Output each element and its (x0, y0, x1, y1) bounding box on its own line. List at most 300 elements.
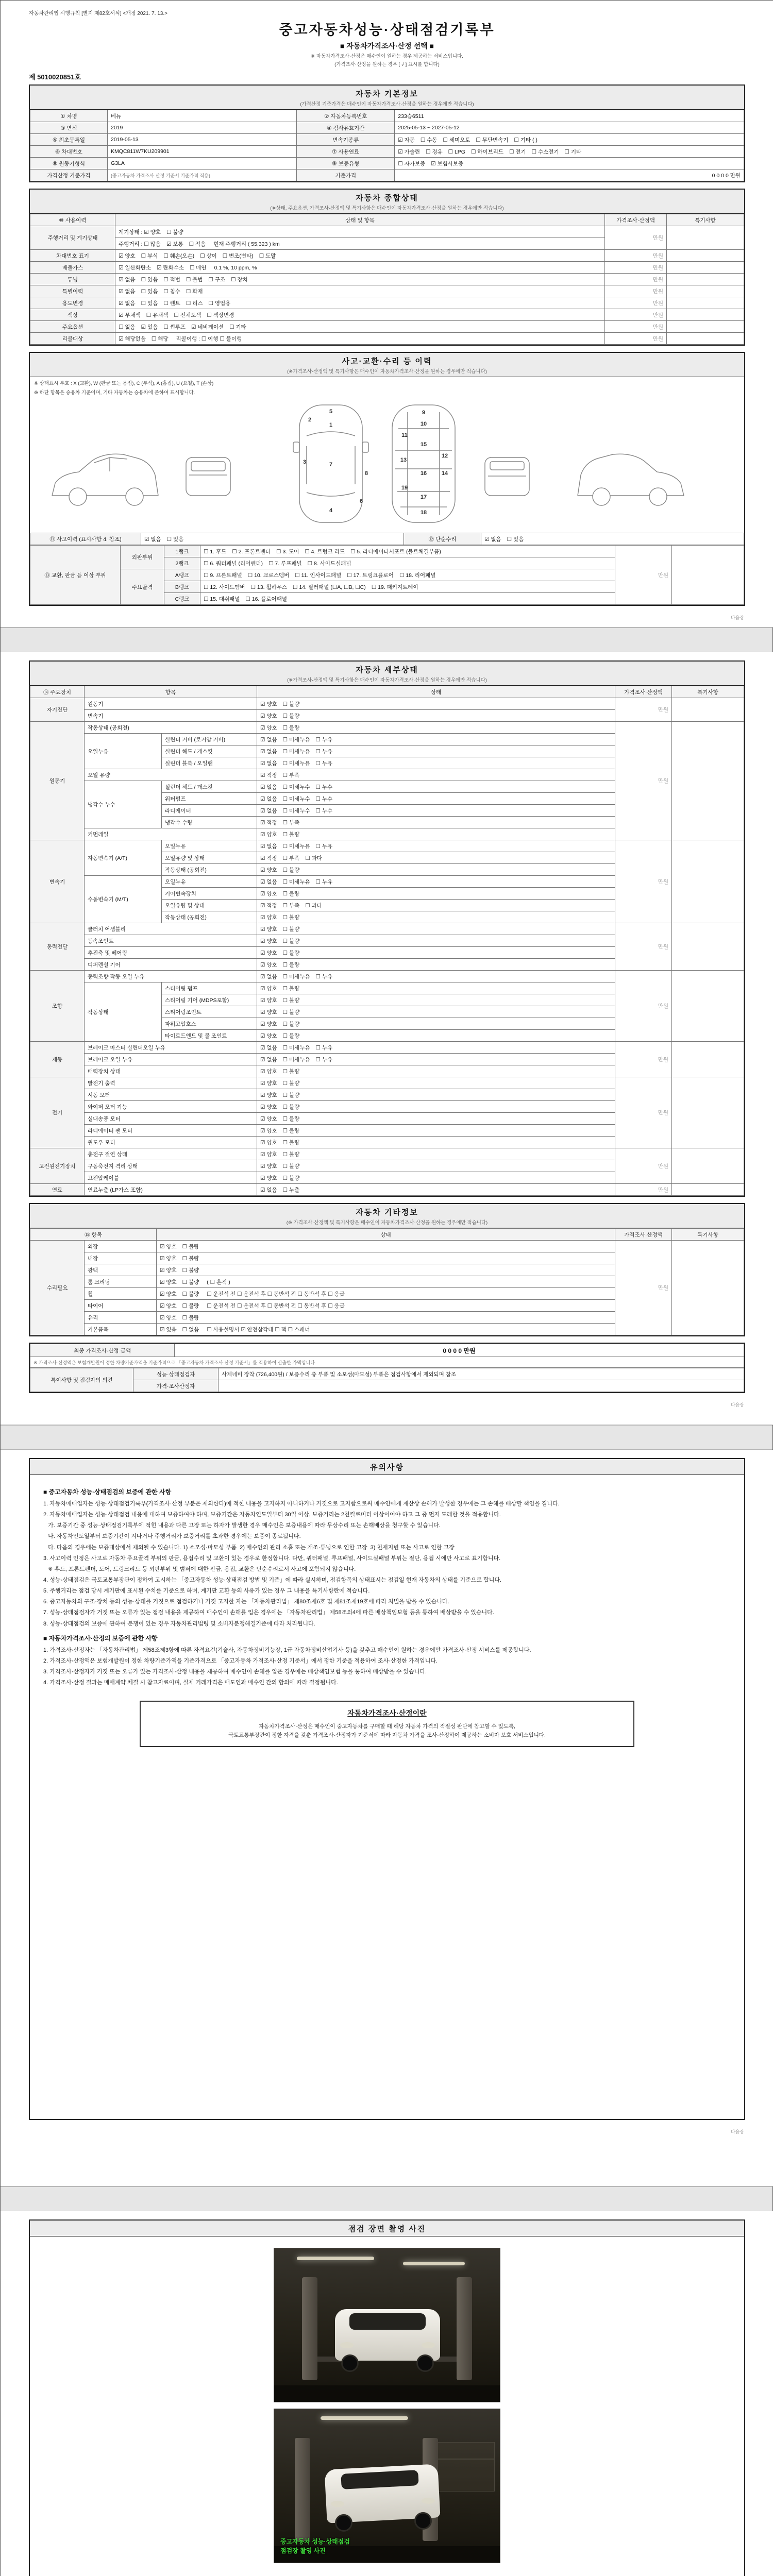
panel-number: 12 (441, 453, 448, 459)
label-cell (164, 557, 200, 569)
value-cell (672, 971, 744, 1042)
value-cell (257, 911, 615, 923)
value-cell (162, 864, 257, 876)
value-cell (85, 734, 162, 769)
value-cell (257, 1006, 615, 1018)
cell-text: ⑭ 주요장치 (43, 689, 71, 696)
checkbox-unchecked: ☐ 3. 도어 (276, 548, 299, 555)
value-cell (85, 1324, 157, 1335)
section-basic-info (29, 84, 745, 182)
panel-number: 17 (420, 494, 427, 500)
checkbox-unchecked: ☐ 부족 (282, 819, 300, 826)
label-cell (121, 546, 164, 569)
notice-list-1 (43, 1499, 731, 1629)
ceiling-light (403, 2262, 465, 2265)
checkbox-checked: ☑ 없음 (260, 807, 277, 814)
checkbox-unchecked: ☐ 11. 인사이드패널 (295, 572, 342, 579)
cell-text-after: ☐ 사용설명서 ☑ 안전삼각대 ☐ 잭 ☐ 스패너 (207, 1326, 310, 1333)
document-number: 제 5010020851호 (29, 73, 81, 81)
checkbox-unchecked: ☐ 수동 (420, 137, 438, 143)
label-cell (133, 1368, 219, 1380)
checkbox-checked: ☑ 없음 (260, 784, 277, 790)
section-note: (가격산정 기준가격은 매수인이 자동차가격조사·산정을 원하는 경우에만 적습니다) (300, 101, 474, 107)
label-cell (297, 158, 395, 170)
value-cell (257, 745, 615, 757)
value-cell (257, 817, 615, 828)
value-cell (605, 309, 667, 321)
value-cell (667, 321, 744, 333)
cell-text: 구동축전지 격리 상태 (88, 1163, 138, 1170)
checkbox-checked: ☑ 양호 (260, 926, 277, 933)
final-price-table (30, 1344, 744, 1368)
checkbox-checked: ☑ 양호 (260, 1151, 277, 1158)
value-cell (85, 828, 257, 840)
label-cell (30, 840, 85, 923)
cell-text: 최종 가격조사·산정 금액 (74, 1347, 131, 1354)
value-cell (257, 769, 615, 781)
cell-text: 오일누유 (88, 748, 109, 755)
checkbox-unchecked: ☐ 불량 (282, 713, 300, 719)
page-separator (1, 1425, 772, 1450)
cell-text: 만원 (652, 288, 663, 295)
value-cell (615, 698, 672, 722)
checkbox-checked: ☑ 양호 (144, 229, 161, 235)
checkbox-checked: ☑ 양호 (260, 1175, 277, 1181)
inspector-opinion-table (30, 1368, 744, 1392)
value-cell (108, 170, 297, 181)
cell-text: 스티어링 기어 (MDPS포함) (165, 997, 229, 1004)
cell-text: 주요골격 (131, 584, 153, 590)
value-cell (672, 1077, 744, 1148)
cell-text: 파워고압호스 (165, 1021, 196, 1027)
checkbox-unchecked: ☐ 불량 (182, 1267, 199, 1274)
page-separator (1, 628, 772, 652)
checkbox-checked: ☑ 있음 (141, 324, 158, 330)
checkbox-unchecked: ☐ 불량 (282, 831, 300, 838)
checkbox-unchecked: ☐ 누유 (315, 973, 333, 980)
checkbox-checked: ☑ 양호 (160, 1291, 177, 1297)
panel-number: 15 (420, 442, 427, 448)
checkbox-unchecked: ☐ 많음 (144, 241, 161, 247)
value-cell (162, 1006, 257, 1018)
cell-text: 타이어 (88, 1302, 104, 1309)
value-cell (162, 876, 257, 888)
value-cell (157, 1252, 615, 1264)
value-cell (115, 321, 605, 333)
cell-text: 0 0 0 0 만원 (443, 1347, 476, 1354)
section-title: 유의사항 (370, 1463, 404, 1472)
cell-text: 발전기 출력 (88, 1080, 115, 1087)
checkbox-unchecked: ☐ 불량 (282, 926, 300, 933)
overall-condition-table (30, 214, 744, 345)
value-cell (257, 828, 615, 840)
checkbox-unchecked: ☐ 화재 (186, 288, 203, 295)
cell-text: 라디에이터 (165, 807, 191, 814)
cell-text: 스티어링조인트 (165, 1009, 202, 1015)
value-cell (672, 722, 744, 840)
value-cell (162, 781, 257, 793)
label-cell (30, 698, 85, 722)
section-basic-title-band (30, 86, 744, 110)
notice-subsection-title: ■ 중고자동차 성능·상태점검의 보증에 관한 사항 (43, 1488, 172, 1496)
cell-text: 사제네비 장착 (726,400원) / 보증수리 중 부품 및 소모성(마모성) 부품은 점검사항에서 제외되며 참조 (222, 1371, 457, 1378)
label-cell (30, 274, 115, 285)
checkbox-unchecked: ☐ 불량 (282, 985, 300, 992)
shop-shelf (434, 2442, 495, 2492)
value-cell (257, 994, 615, 1006)
photo-overlay-text (280, 2537, 350, 2555)
cell-text: 만원 (658, 778, 668, 784)
cell-text: 만원 (658, 1285, 668, 1291)
checkbox-checked: ☑ 적정 (260, 819, 277, 826)
front-view (186, 457, 230, 496)
value-cell (85, 1252, 157, 1264)
cell-text: 충전구 절연 상태 (88, 1151, 127, 1158)
detail-condition-table (30, 686, 744, 1196)
cell-text: 가격조사·산정액 (616, 217, 655, 224)
cell-text: 작동상태 (공회전) (165, 867, 207, 873)
cell-text: 만원 (652, 276, 663, 283)
checkbox-unchecked: ☐ 전체도색 (174, 312, 201, 318)
label-cell (297, 134, 395, 146)
checkbox-unchecked: ☐ 불량 (182, 1255, 199, 1262)
cell-text: 특기사항 (697, 689, 718, 696)
value-cell (257, 840, 615, 852)
checkbox-unchecked: ☐ 누유 (315, 843, 333, 850)
value-cell (615, 840, 672, 923)
cell-text: A랭크 (175, 572, 190, 579)
cell-text: 2랭크 (175, 560, 189, 567)
checkbox-unchecked: ☐ 불량 (182, 1243, 199, 1250)
table-row (30, 840, 744, 852)
section-note: (※ 가격조사·산정액 및 특기사항은 매수인이 자동차가격조사·산정을 원하는 경우에만 적습니다) (286, 1220, 488, 1226)
label-cell (30, 1368, 133, 1392)
cell-text-after: ☐ 운전석 전 ☐ 운전석 후 ☐ 동반석 전 ☐ 동반석 후 ☐ 응급 (207, 1291, 345, 1297)
checkbox-unchecked: ☐ 불량 (282, 1009, 300, 1015)
checkbox-unchecked: ☐ 5. 라디에이터서포트 (볼트체결부품) (350, 548, 441, 555)
value-cell (162, 900, 257, 911)
value-cell (162, 982, 257, 994)
checkbox-unchecked: ☐ 상이 (200, 252, 217, 259)
note-line: 3. 사고이력 인정은 사고로 자동차 주요골격 부위의 판금, 용접수리 및 교환이 있는 경우로 한정합니다. 다만, 쿼터패널, 루프패널, 사이드실패널 부위는 절단, 용접 시에만 사고로 표기합니다. (43, 1555, 501, 1562)
value-cell (615, 1241, 672, 1335)
value-cell (85, 840, 162, 876)
checkbox-checked: ☑ 양호 (260, 1080, 277, 1087)
cell-text: 브레이크 마스터 실린더오일 누유 (88, 1044, 165, 1051)
cell-text: 성능·상태점검자 (156, 1371, 195, 1378)
cell-text: 시동 모터 (88, 1092, 110, 1098)
cell-text: 상태 및 항목 (345, 217, 375, 224)
checkbox-checked: ☑ 양호 (160, 1255, 177, 1262)
checkbox-unchecked: ☐ 기타 (564, 148, 582, 155)
section-title: 점검 장면 촬영 사진 (348, 2225, 426, 2233)
table-row (30, 297, 744, 309)
label-cell (30, 923, 85, 971)
section-title: 자동차 세부상태 (356, 666, 418, 674)
checkbox-unchecked: ☐ 불법 (186, 276, 203, 283)
value-cell (162, 734, 257, 745)
cell-text: 만원 (652, 312, 663, 318)
value-cell (162, 994, 257, 1006)
checkbox-unchecked: ☐ 미세누유 (282, 1056, 310, 1063)
cell-text: 만원 (658, 1110, 668, 1116)
checkbox-checked: ☑ 양호 (160, 1279, 177, 1285)
cell-text: 스티어링 펌프 (165, 985, 198, 992)
table-row (30, 1344, 744, 1357)
value-cell (615, 923, 672, 971)
value-cell (667, 226, 744, 250)
value-cell (85, 769, 257, 781)
value-cell (200, 546, 615, 557)
checkbox-checked: ☑ 양호 (260, 950, 277, 956)
note-line: 5. 주행거리는 점검 당시 계기판에 표시된 수치를 기준으로 하며, 계기판 교환 등의 사유가 있는 경우 그 내용을 특기사항란에 적습니다. (43, 1588, 370, 1595)
checkbox-checked: ☑ 양호 (260, 1163, 277, 1170)
label-cell (30, 214, 115, 226)
cell-text: 디퍼렌셜 기어 (88, 961, 121, 968)
page-4 (1, 2211, 773, 2576)
value-cell (257, 982, 615, 994)
value-cell (605, 274, 667, 285)
table-row (30, 285, 744, 297)
label-cell (115, 214, 605, 226)
section-title: 자동차 기본정보 (356, 90, 418, 98)
car-windshield (349, 2313, 426, 2330)
cell-text: 만원 (652, 235, 663, 241)
car-taillight (331, 2501, 344, 2507)
value-cell (108, 110, 297, 122)
checkbox-unchecked: ☐ 10. 크로스멤버 (247, 572, 290, 579)
section-detail-title-band (30, 662, 744, 686)
value-cell (667, 250, 744, 262)
title-block (29, 19, 745, 67)
cell-text: ④ 검사유효기간 (327, 125, 365, 131)
cell-text: 변속기 (49, 878, 65, 885)
cell-text: 만원 (658, 1056, 668, 1063)
section-accident-title-band (30, 353, 744, 377)
next-page-label: 다음장 (730, 2129, 744, 2134)
checkbox-checked: ☑ 없음 (119, 288, 136, 295)
panel-number: 7 (329, 462, 333, 468)
value-cell (115, 274, 605, 285)
value-cell (85, 722, 257, 734)
checkbox-unchecked: ☐ 6. 쿼터패널 (리어펜더) (204, 560, 263, 567)
checkbox-unchecked: ☐ 색상변경 (207, 312, 234, 318)
table-row (30, 1357, 744, 1368)
value-cell (162, 911, 257, 923)
note-line: 다. 다음의 경우에는 보증대상에서 제외될 수 있습니다. 1) 소모성·마모성 부품 2) 매수인의 관리 소홀 또는 개조·튜닝으로 인한 고장 3) 천재지변 또는 사고로 인한 고장 (43, 1544, 455, 1551)
checkbox-checked: ☑ 없음 (260, 1187, 277, 1193)
panel-number: 4 (329, 507, 333, 514)
value-cell (162, 1018, 257, 1030)
value-cell (615, 971, 672, 1042)
checkbox-unchecked: ☐ 없음 (182, 1326, 199, 1333)
cell-text: 광택 (88, 1267, 98, 1274)
value-cell (257, 947, 615, 959)
ceiling-light (297, 2257, 374, 2260)
checkbox-checked: ☑ 양호 (260, 890, 277, 897)
label-cell (30, 546, 121, 605)
checkbox-checked: ☑ 양호 (260, 914, 277, 921)
checkbox-checked: ☑ 적정 (260, 772, 277, 778)
label-cell (164, 569, 200, 581)
note-line: 8. 성능·상태점검의 보증에 관하여 분쟁이 있는 경우 자동차관리법령 및 소비자분쟁해결기준에 따라 처리됩니다. (43, 1620, 315, 1627)
cell-text: 수리필요 (46, 1285, 68, 1291)
checkbox-checked: ☑ 보험사보증 (431, 160, 464, 167)
checkbox-unchecked: ☐ 불량 (282, 867, 300, 873)
value-cell (162, 793, 257, 805)
cell-text: 실내송풍 모터 (88, 1115, 121, 1122)
checkbox-unchecked: ☐ 미세누유 (282, 748, 310, 755)
checkbox-unchecked: ☐ 누수 (315, 795, 333, 802)
cell-text: 윈도우 모터 (88, 1139, 115, 1146)
panel-number: 8 (364, 470, 368, 477)
checkbox-unchecked: ☐ 불량 (282, 1080, 300, 1087)
basic-info-table (30, 110, 744, 181)
value-cell (615, 1077, 672, 1148)
table-row (30, 333, 744, 345)
cell-text: 변속기 (88, 713, 104, 719)
checkbox-unchecked: ☐ 불량 (282, 950, 300, 956)
table-row (30, 1380, 744, 1392)
label-cell (30, 722, 85, 840)
value-cell (115, 250, 605, 262)
checkbox-unchecked: ☐ 미세누유 (282, 878, 310, 885)
label-cell (30, 122, 108, 134)
checkbox-checked: ☑ 양호 (260, 867, 277, 873)
document-subtitle: ■ 자동차가격조사·산정 선택 ■ (340, 42, 434, 50)
checkbox-checked: ☑ 없음 (260, 795, 277, 802)
checkbox-unchecked: ☐ 부족 (282, 772, 300, 778)
page-2 (1, 652, 773, 1425)
label-cell (297, 110, 395, 122)
value-cell (162, 888, 257, 900)
table-row (30, 134, 744, 146)
checkbox-unchecked: ☐ 불량 (282, 1115, 300, 1122)
label-cell (30, 1229, 157, 1241)
cell-text: 만원 (658, 1003, 668, 1009)
cell-text: 만원 (658, 878, 668, 885)
checkbox-unchecked: ☐ 전기 (509, 148, 526, 155)
checkbox-unchecked: ☐ LPG (448, 148, 465, 155)
table-row (30, 1229, 744, 1241)
section-photos (29, 2219, 745, 2576)
value-cell (257, 757, 615, 769)
table-row (30, 722, 744, 734)
label-cell (30, 170, 108, 181)
panel-number: 11 (401, 432, 408, 438)
cell-text: 특기사항 (697, 1231, 718, 1238)
note-line: 4. 가격조사·산정 결과는 매매계약 체결 시 참고자료이며, 실제 거래가격은 매도인과 매수인 간의 합의에 따라 결정됩니다. (43, 1680, 338, 1686)
value-cell (615, 1042, 672, 1077)
checkbox-unchecked: ☐ 하이브리드 (470, 148, 504, 155)
cell-text: 리콜대상 (62, 335, 83, 342)
value-cell (162, 1030, 257, 1042)
value-cell (85, 1113, 257, 1125)
cell-text: 1랭크 (175, 548, 189, 555)
value-cell (257, 793, 615, 805)
checkbox-unchecked: ☐ 영업용 (208, 300, 231, 307)
value-cell (157, 1264, 615, 1276)
cell-text: 고전원전기장치 (39, 1163, 76, 1170)
table-row (30, 274, 744, 285)
checkbox-unchecked: ☐ 변조(변타) (222, 252, 254, 259)
label-cell (615, 1229, 672, 1241)
checkbox-checked: ☑ 없음 (119, 276, 136, 283)
value-cell (605, 297, 667, 309)
value-cell (257, 935, 615, 947)
label-cell (30, 533, 141, 545)
value-cell (85, 1160, 257, 1172)
cell-text: 조향 (52, 1003, 63, 1009)
cell-text-after: 리콜이행 : ☐ 이행 ☐ 불이행 (176, 335, 242, 342)
note-line: 7. 성능·상태점검자가 거짓 또는 오류가 있는 점검 내용을 제공하여 매수인이 손해를 입은 경우에는 「자동차관리법」 제58조의4에 따른 배상책임보험 등을 통하여 배상받을 수 있습니다. (43, 1609, 494, 1616)
cell-text: 워터펌프 (165, 795, 186, 802)
value-cell (667, 297, 744, 309)
panel-number: 10 (420, 421, 427, 427)
value-cell (667, 333, 744, 345)
checkbox-unchecked: ☐ 누수 (315, 807, 333, 814)
checkbox-unchecked: ☐ 적법 (163, 276, 180, 283)
checkbox-unchecked: ☐ 1. 후드 (204, 548, 227, 555)
value-cell (200, 557, 615, 569)
cell-text: 작동상태 (88, 1009, 109, 1015)
notice-subsection-title: ■ 자동차가격조사·산정의 보증에 관한 사항 (43, 1634, 158, 1642)
checkbox-unchecked: ☐ 훼손(오손) (163, 252, 195, 259)
checkbox-unchecked: ☐ 매연 (189, 264, 207, 271)
checkbox-unchecked: ☐ 18. 리어패널 (399, 572, 436, 579)
checkbox-checked: ☑ 없음 (260, 736, 277, 743)
label-cell (672, 686, 744, 698)
value-cell (85, 1172, 257, 1184)
checkbox-unchecked: ☐ 수소전기 (531, 148, 559, 155)
note-line: 4. 성능·상태점검은 국토교통부장관이 정하여 고시하는 「중고자동차 성능·상태점검 방법 및 기준」에 따라 실시하며, 점검항목의 상태표시는 점검일 현재 자동차의 상태를 기준으로 합니다. (43, 1577, 501, 1583)
table-row (30, 1077, 744, 1089)
checkbox-checked: ☑ 탄화수소 (157, 264, 184, 271)
lift-post (457, 2277, 472, 2380)
value-cell (672, 840, 744, 923)
value-cell (257, 1030, 615, 1042)
panel-damage-table (30, 545, 744, 605)
checkbox-unchecked: ☐ 12. 사이드멤버 (204, 584, 245, 590)
value-cell (257, 1054, 615, 1065)
cell-text: G3LA (111, 160, 125, 166)
table-row (30, 250, 744, 262)
value-cell (85, 1288, 157, 1300)
checkbox-checked: ☑ 적정 (260, 902, 277, 909)
table-row (30, 1148, 744, 1160)
checkbox-checked: ☑ 해당없음 (119, 335, 146, 342)
label-cell (30, 1042, 85, 1077)
value-cell (141, 533, 404, 545)
cell-text: 오일유량 및 상태 (165, 902, 205, 909)
label-cell (30, 250, 115, 262)
section-notices-title-band (30, 1459, 744, 1475)
checkbox-unchecked: ☐ 8. 사이드실패널 (307, 560, 351, 567)
table-row (30, 158, 744, 170)
value-cell (157, 1312, 615, 1324)
label-cell (297, 146, 395, 158)
section-etc-title-band (30, 1204, 744, 1228)
value-cell (672, 1042, 744, 1077)
cell-text: 만원 (658, 572, 668, 579)
label-cell (30, 285, 115, 297)
cell-text: 만원 (658, 707, 668, 713)
checkbox-checked: ☑ 양호 (260, 1104, 277, 1110)
checkbox-checked: ☑ 적정 (260, 855, 277, 861)
notice-list-2 (43, 1646, 731, 1688)
value-cell (605, 285, 667, 297)
value-cell (605, 226, 667, 250)
